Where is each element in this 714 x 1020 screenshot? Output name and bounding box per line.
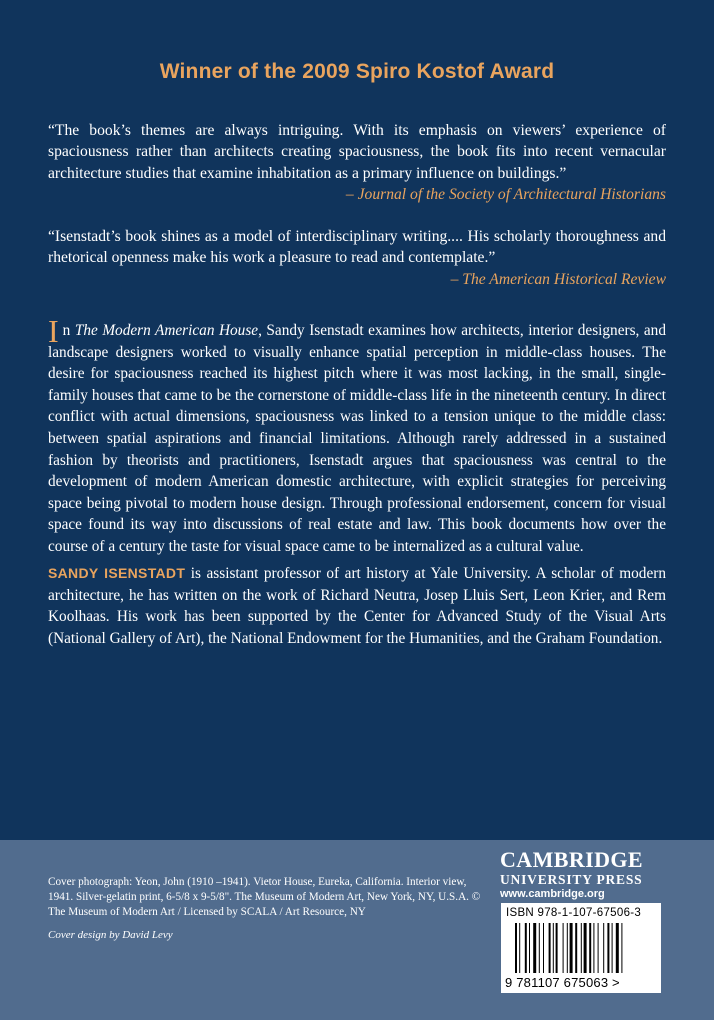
publisher-subname: UNIVERSITY PRESS xyxy=(500,872,643,887)
review-quote-2-text: “Isenstadt’s book shines as a model of interdisciplinary writing.... His scholarly thoroughness and rhetorical openness make his work a pleasure to read and contemplate.” xyxy=(48,228,666,267)
isbn-barcode xyxy=(501,903,661,993)
drop-cap: I xyxy=(48,313,59,349)
award-heading: Winner of the 2009 Spiro Kostof Award xyxy=(159,60,555,83)
author-name: SANDY ISENSTADT xyxy=(48,565,186,581)
book-title: The Modern American House xyxy=(74,322,259,339)
isbn-label: ISBN 978-1-107-67506-3 xyxy=(506,907,642,919)
review-quote-2 xyxy=(48,226,666,290)
publisher-name: CAMBRIDGE xyxy=(500,847,643,872)
review-quote-1-source: – Journal of the Society of Architectural Historians xyxy=(345,186,666,204)
review-quote-1 xyxy=(48,120,666,206)
description-lead: n xyxy=(62,322,75,339)
cover-photo-credit: Cover photograph: Yeon, John (1910 –1941). Vietor House, Eureka, California. Interior view, 1941. Silver-gelatin print, 6-5/8 x 9-5/8". The Museum of Modern Art, New York, NY, U.S.A. © The Museum of Modern Art / Licensed by SCALA / Art Resource, NY xyxy=(48,876,481,918)
description-body: , Sandy Isenstadt examines how architects, interior designers, and landscape designers worked to visually enhance spatial perception in middle-class houses. The desire for spaciousness reached its highest pitch where it was most lacking, in the small, single-family houses that came to be the cornerstone of middle-class life in the nineteenth century. In direct conflict with actual dimensions, spaciousness was linked to a tension unique to the middle class: between spatial aspirations and financial limitations. Although rarely addressed in a sustained fashion by theorists and practitioners, Isenstadt argues that spaciousness was central to the development of modern American domestic architecture, with explicit strategies for perceiving space being pivotal to modern house design. Through professional endorsement, concern for visual space found its way into discussions of real estate and law. This book documents how over the course of a century the taste for visual space came to be internalized as a cultural value. xyxy=(48,322,666,555)
barcode-digits: 9 781107 675063 > xyxy=(505,975,620,990)
author-bio xyxy=(48,563,666,649)
review-quote-1-text: “The book’s themes are always intriguing. With its emphasis on viewers’ experience of spaciousness rather than architects creating spaciousness, the book fits into recent vernacular architecture studies that examine inhabitation as a primary influence on buildings.” xyxy=(48,122,666,182)
review-quote-2-source: – The American Historical Review xyxy=(450,270,666,288)
publisher-logo xyxy=(500,848,660,901)
cover-design-credit: Cover design by David Levy xyxy=(48,929,173,941)
author-bio-text: is assistant professor of art history at Yale University. A scholar of modern architecture, he has written on the work of Richard Neutra, Josep Lluis Sert, Leon Krier, and Rem Koolhaas. His work has been supported by the Center for Advanced Study of the Visual Arts (National Gallery of Art), the National Endowment for the Humanities, and the Graham Foundation. xyxy=(48,565,666,647)
book-description xyxy=(48,313,666,558)
barcode-bars xyxy=(515,923,651,973)
publisher-url: www.cambridge.org xyxy=(500,888,605,900)
